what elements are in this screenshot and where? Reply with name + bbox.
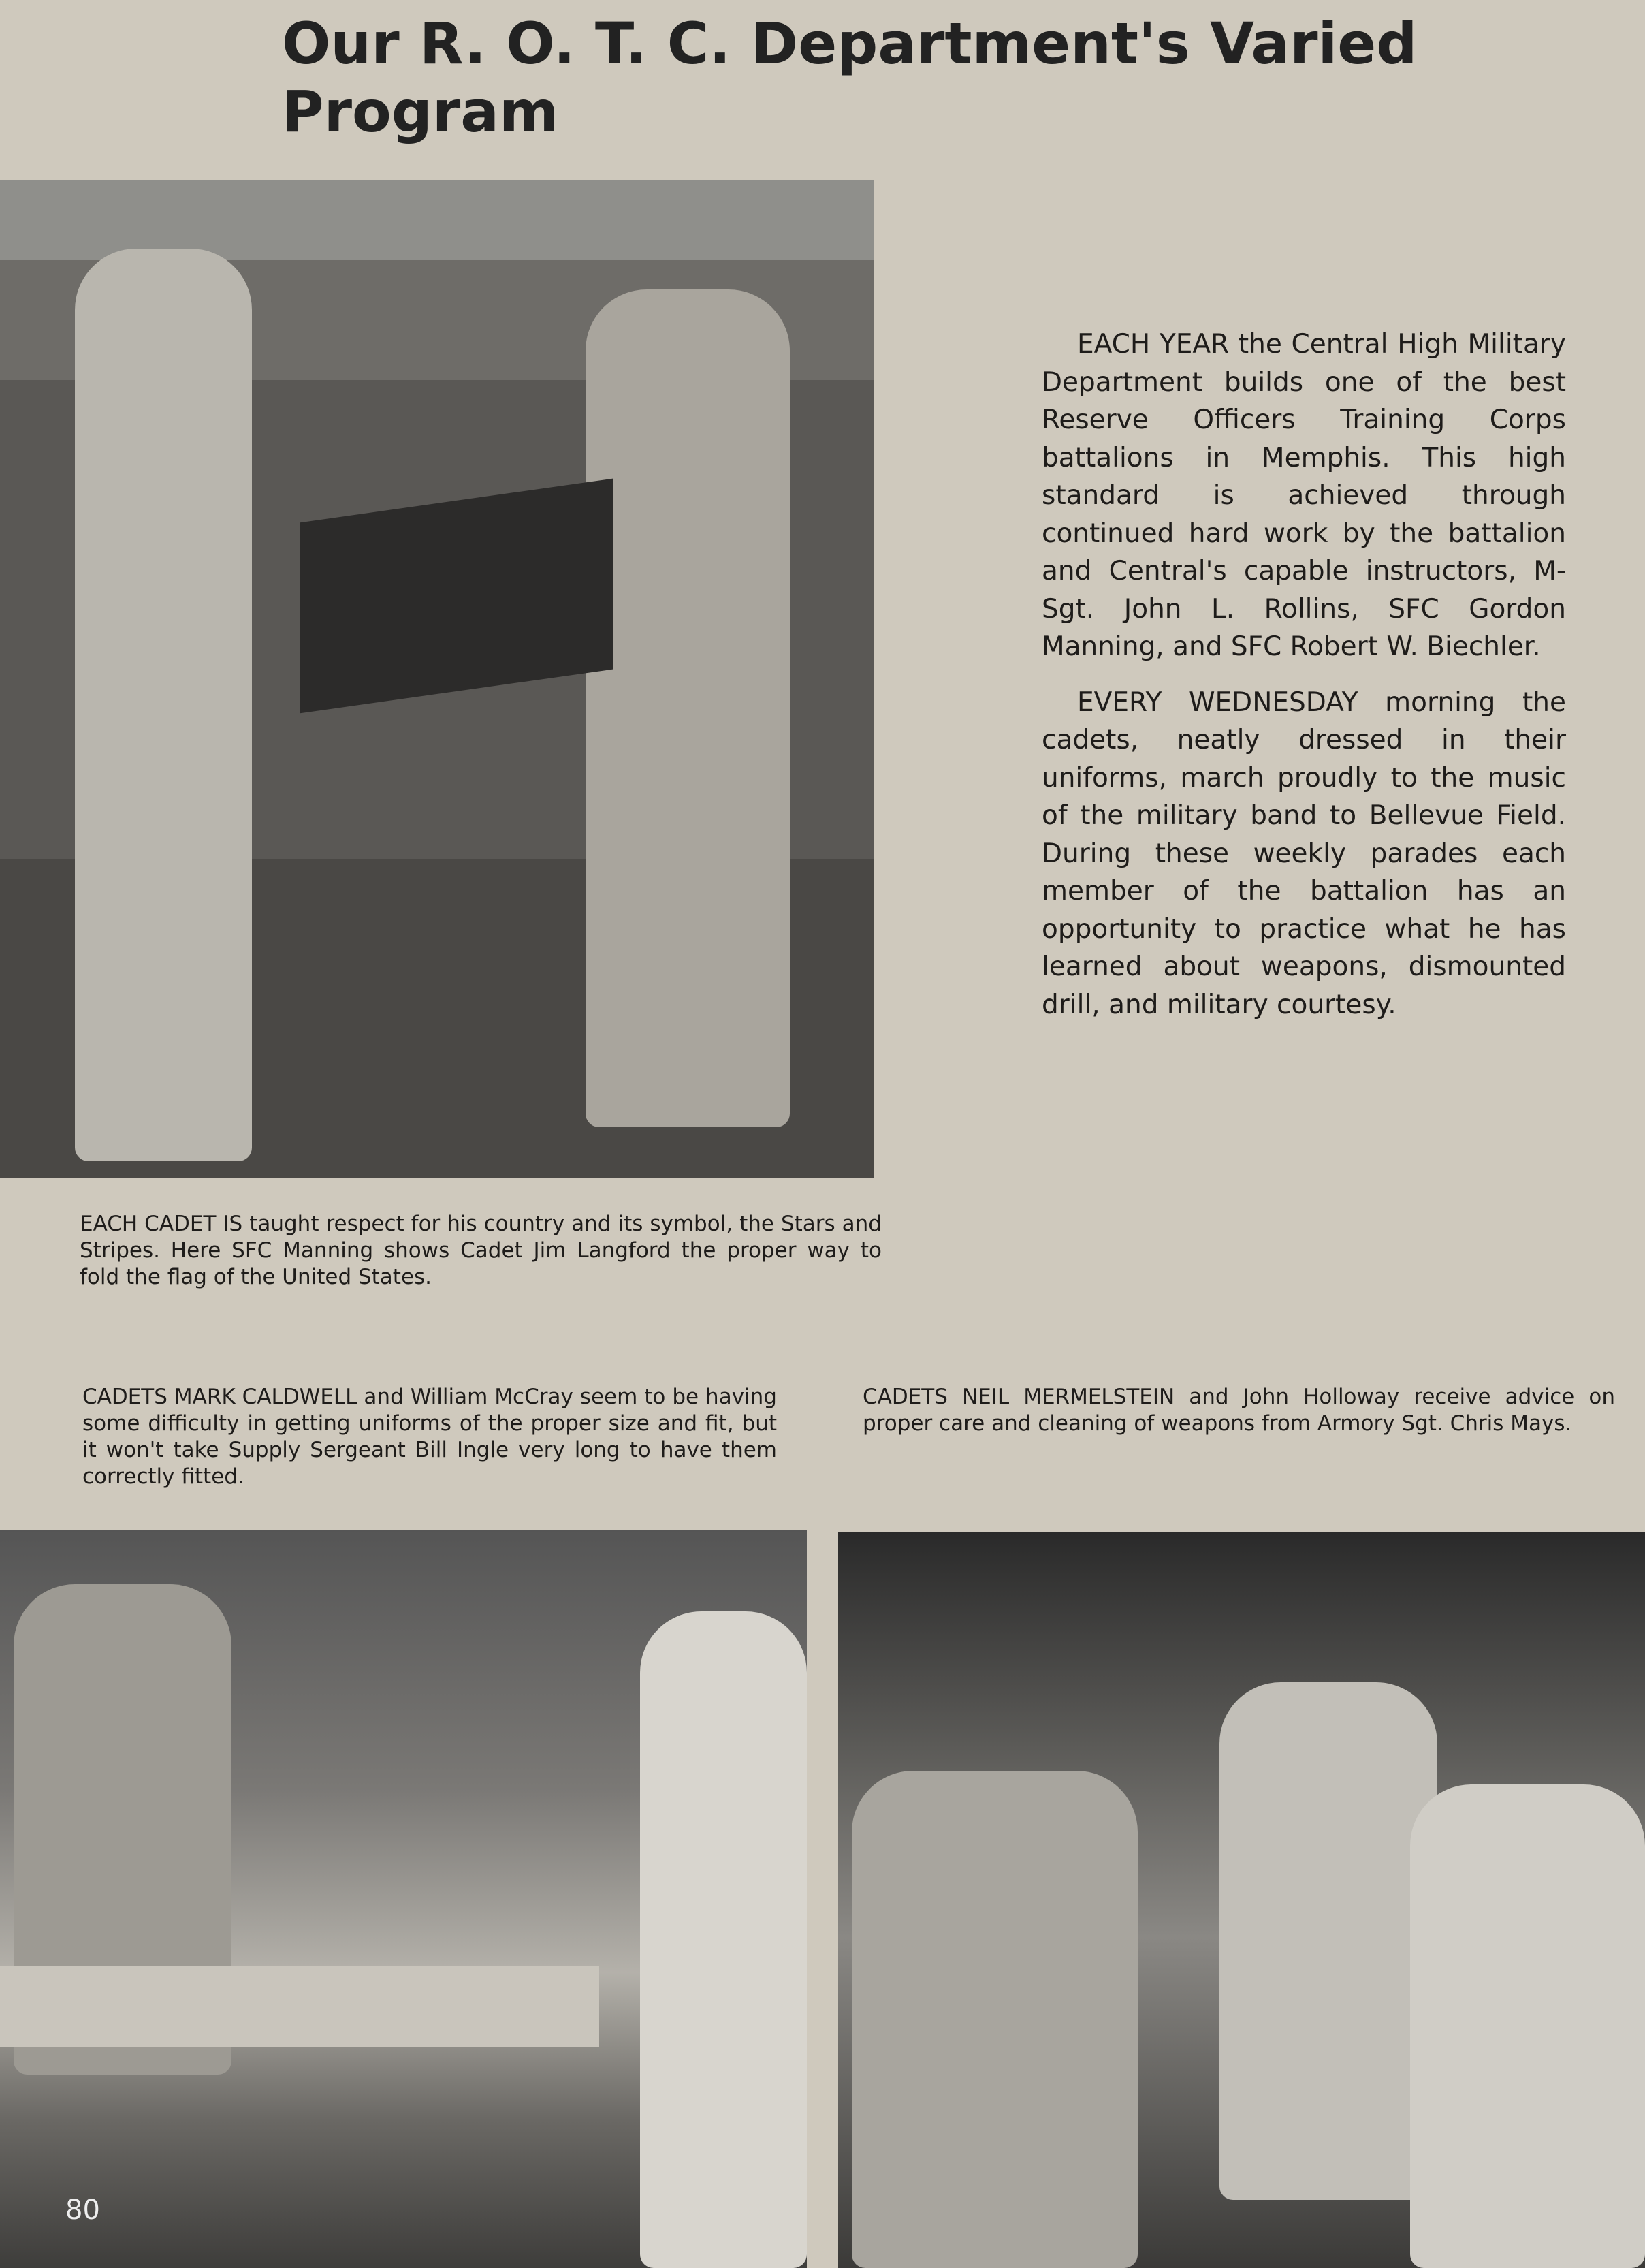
photo-weapons-cleaning	[838, 1532, 1645, 2268]
paragraph: EVERY WEDNESDAY morning the cadets, neatly dressed in their uniforms, march proudly to the music of the military band to Bellevue Field. During these weekly parades each member of the battalion has an opportunity to practice what he has learned about weapons, dismounted drill, and military courtesy.	[1042, 687, 1566, 1020]
page-title: Our R. O. T. C. Department's Varied Program	[282, 10, 1418, 145]
photo-figure-cadet	[586, 289, 790, 1127]
article-body	[1042, 326, 1566, 1041]
photo-supply-room	[0, 1530, 807, 2268]
photo-figure	[852, 1771, 1138, 2268]
caption-flag: EACH CADET IS taught respect for his country and its symbol, the Stars and Stripes. Here SFC Manning shows Cadet Jim Langford the proper way to fold the flag of the United States.	[80, 1212, 882, 1289]
caption-supply: CADETS MARK CALDWELL and William McCray seem to be having some difficulty in getting uniforms of the proper size and fit, but it won't take Supply Sergeant Bill Ingle very long to have them correctly fitted.	[82, 1385, 777, 1489]
caption-weapons: CADETS NEIL MERMELSTEIN and John Holloway receive advice on proper care and cleaning of weapons from Armory Sgt. Chris Mays.	[863, 1385, 1615, 1436]
photo-flag-folding	[0, 180, 874, 1178]
photo-figure	[1410, 1784, 1645, 2268]
photo-counter	[0, 1966, 599, 2047]
photo-figure	[640, 1611, 807, 2268]
photo-flag	[300, 479, 613, 714]
paragraph: EACH YEAR the Central High Military Department builds one of the best Reserve Officers Training Corps battalions in Memphis. This high standard is achieved through continued hard work by the battalion and Central's capable instructors, M-Sgt. John L. Rollins, SFC Gordon Manning, and SFC Robert W. Biechler.	[1042, 329, 1566, 662]
photo-figure	[1219, 1682, 1437, 2200]
page-number: 80	[65, 2194, 100, 2226]
photo-figure-instructor	[75, 249, 252, 1161]
